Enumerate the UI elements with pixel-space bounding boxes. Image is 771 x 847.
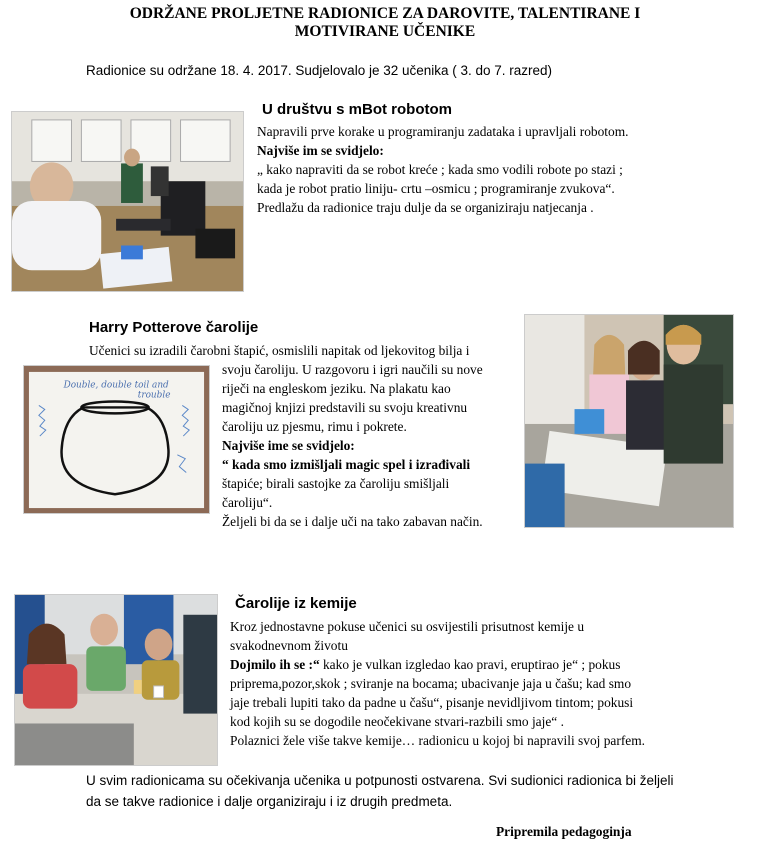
- poster-image: [24, 366, 209, 513]
- footer-line-2: da se takve radionice i dalje organiziraju i iz drugih predmeta.: [86, 794, 453, 809]
- section3-line: pripremа,pozor,skok ; sviranje na bocama; ubacivanje jaja u čašu; kad smo: [230, 676, 632, 691]
- section2-line: magičnoj knjizi predstavili su svoju kreativnu: [222, 400, 468, 415]
- photo-harry-potter-workshop: [524, 314, 734, 528]
- section2-line: “ kada smo izmišljali magic spel i izrađivali: [222, 457, 471, 472]
- section1-heading: U društvu s mBot robotom: [262, 101, 452, 118]
- section2-first-line: [89, 341, 469, 360]
- section2-line: riječi na engleskom jeziku. Na plakatu kao: [222, 381, 451, 396]
- title-line-1: ODRŽANE PROLJETNE RADIONICE ZA DAROVITE, TALENTIRANE I: [129, 5, 641, 22]
- title-line-2: MOTIVIRANE UČENIKE: [294, 23, 476, 40]
- photo-harry-image: [525, 315, 733, 527]
- poster-caption: Double, double toil and: [63, 380, 169, 391]
- poster-caption-2: trouble: [137, 390, 171, 401]
- section1-line: Predlažu da radionice traju dulje da se organiziraju natjecanja .: [257, 200, 594, 215]
- section3-lead-rest: kako je vulkan izgledao kao pravi, eruptirao je“ ; pokus: [319, 657, 621, 672]
- section3-body: [230, 617, 645, 750]
- photo-potion-poster: [23, 365, 210, 514]
- section2-line: Učenici su izradili čarobni štapić, osmislili napitak od ljekovitog bilja i: [89, 343, 470, 358]
- section3-line: Kroz jednostavne pokuse učenici su osvijestili prisutnost kemije u: [230, 619, 585, 634]
- photo-mbot-image: [12, 112, 243, 291]
- section3-line: jaje trebali lupiti tako da padne u čašu“, pisanje nevidljivom tintom; pokusi: [230, 695, 634, 710]
- section3-lead-line: [230, 655, 645, 674]
- document-title: [60, 5, 710, 41]
- photo-chemistry-workshop: [14, 594, 218, 766]
- footer-summary: [86, 770, 674, 812]
- section1-body: [257, 122, 628, 217]
- section2-line: štapiće; birali sastojke za čaroliju smišljali: [222, 476, 450, 491]
- section3-line: svakodnevnom životu: [230, 638, 348, 653]
- section3-heading: Čarolije iz kemije: [235, 595, 357, 612]
- section2-line: svoju čaroliju. U razgovoru i igri naučili su nove: [222, 362, 483, 377]
- section2-line: Željeli bi da se i dalje uči na tako zabavan način.: [222, 514, 483, 529]
- section1-line: kada je robot pratio liniju- crtu –osmicu ; programiranje zvukova“.: [257, 181, 615, 196]
- section2-body: [222, 360, 483, 531]
- section2-line: čaroliju“.: [222, 495, 273, 510]
- section3-line: kod kojih su se dogodile neočekivane stvari-razbili smo jaje“ .: [230, 714, 564, 729]
- section1-line: Napravili prve korake u programiranju zadataka i upravljali robotom.: [257, 124, 629, 139]
- section2-line: čaroliju uz pjesmu, rimu i pokrete.: [222, 419, 407, 434]
- section1-line: Najviše im se svidjelo:: [257, 143, 384, 158]
- section2-heading: Harry Potterove čarolije: [89, 319, 259, 336]
- section3-line: Polaznici žele više takve kemije… radionicu u kojoj bi napravili svoj parfem.: [230, 733, 645, 748]
- signature: Pripremila pedagoginja: [496, 824, 632, 839]
- section3-bold-lead: Dojmilo ih se :“: [230, 657, 320, 672]
- section2-line: Najviše ime se svidjelo:: [222, 438, 355, 453]
- section1-line: „ kako napraviti da se robot kreće ; kada smo vodili robote po stazi ;: [257, 162, 623, 177]
- intro-text: Radionice su održane 18. 4. 2017. Sudjelovalo je 32 učenika ( 3. do 7. razred): [86, 63, 553, 78]
- photo-mbot-workshop: [11, 111, 244, 292]
- footer-line-1: U svim radionicama su očekivanja učenika u potpunosti ostvarena. Svi sudionici radionica bi željeli: [86, 773, 674, 788]
- photo-chemistry-image: [15, 595, 217, 765]
